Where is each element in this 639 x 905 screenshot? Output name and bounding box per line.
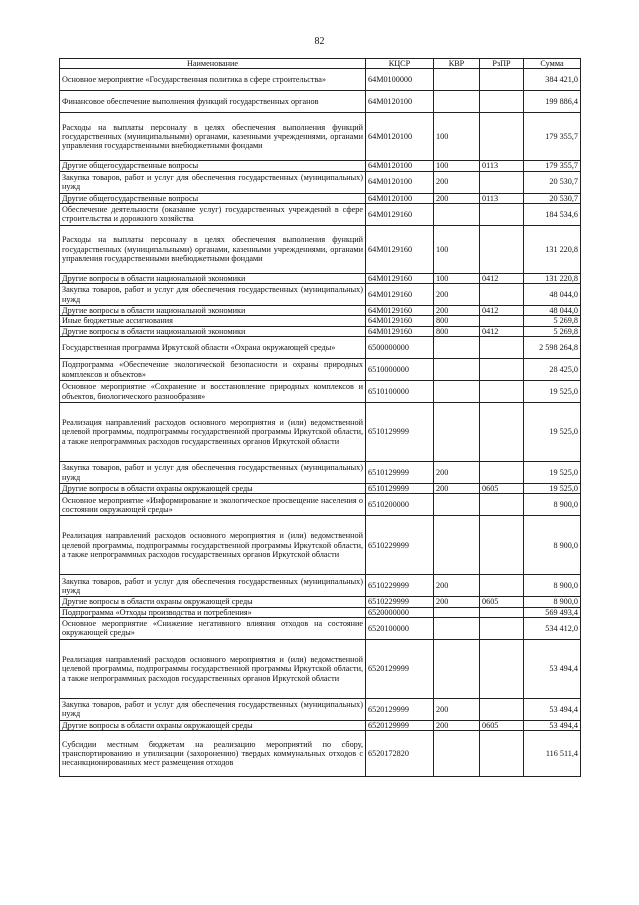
cell-kcsr: 6510229999 (366, 597, 434, 607)
cell-rzpr (480, 203, 524, 225)
cell-name: Государственная программа Иркутской области «Охрана окружающей среды» (60, 337, 366, 359)
cell-sum: 5 269,8 (524, 326, 581, 336)
cell-kcsr: 6510129999 (366, 484, 434, 494)
cell-rzpr (480, 494, 524, 516)
table-row (60, 284, 581, 306)
cell-kcsr: 64М0120100 (366, 193, 434, 203)
budget-table (59, 58, 581, 777)
header-sum: Сумма (524, 59, 581, 69)
cell-kcsr: 64М0129160 (366, 225, 434, 273)
cell-rzpr (480, 337, 524, 359)
header-kvr: КВР (434, 59, 480, 69)
cell-rzpr (480, 462, 524, 484)
cell-kvr: 200 (434, 171, 480, 193)
cell-sum: 384 421,0 (524, 69, 581, 91)
table-row (60, 462, 581, 484)
cell-kvr (434, 381, 480, 403)
table-row (60, 607, 581, 617)
cell-kcsr: 6520100000 (366, 617, 434, 639)
cell-name: Другие общегосударственные вопросы (60, 193, 366, 203)
header-kcsr: КЦСР (366, 59, 434, 69)
cell-sum: 8 900,0 (524, 516, 581, 575)
cell-kcsr: 6510129999 (366, 462, 434, 484)
cell-kcsr: 6510129999 (366, 403, 434, 462)
table-row (60, 597, 581, 607)
table-row (60, 720, 581, 730)
table-row (60, 306, 581, 316)
cell-sum: 199 886,4 (524, 91, 581, 113)
table-row (60, 326, 581, 336)
cell-rzpr (480, 69, 524, 91)
table-row (60, 316, 581, 326)
cell-kvr: 200 (434, 284, 480, 306)
cell-kvr (434, 516, 480, 575)
cell-kcsr: 6520129999 (366, 720, 434, 730)
cell-rzpr (480, 731, 524, 777)
cell-kvr (434, 91, 480, 113)
cell-sum: 19 525,0 (524, 381, 581, 403)
cell-kcsr: 6520129999 (366, 639, 434, 698)
cell-rzpr (480, 316, 524, 326)
cell-kvr: 200 (434, 698, 480, 720)
cell-kvr (434, 494, 480, 516)
cell-rzpr (480, 575, 524, 597)
cell-kvr: 100 (434, 225, 480, 273)
cell-name: Обеспечение деятельности (оказание услуг) государственных учреждений в сфере строительства и дорожного хозяйства (60, 203, 366, 225)
cell-sum: 20 530,7 (524, 171, 581, 193)
table-row (60, 69, 581, 91)
cell-name: Закупка товаров, работ и услуг для обеспечения государственных (муниципальных) нужд (60, 698, 366, 720)
cell-name: Реализация направлений расходов основного мероприятия и (или) ведомственной целевой программы, подпрограммы государственной программы Иркутской области, а также непрограммных расходов государственных органов Иркутской области (60, 639, 366, 698)
table-body (60, 69, 581, 777)
cell-sum: 53 494,4 (524, 720, 581, 730)
cell-kcsr: 64М0120100 (366, 161, 434, 171)
cell-sum: 20 530,7 (524, 193, 581, 203)
cell-sum: 131 220,8 (524, 225, 581, 273)
cell-name: Расходы на выплаты персоналу в целях обеспечения выполнения функций государственных (муниципальными) органами, казенными учреждениями, органами управления государственными внебюджетными фондами (60, 225, 366, 273)
cell-name: Реализация направлений расходов основного мероприятия и (или) ведомственной целевой программы, подпрограммы государственной программы Иркутской области, а также непрограммных расходов государственных органов Иркутской области (60, 516, 366, 575)
cell-sum: 19 525,0 (524, 462, 581, 484)
cell-name: Закупка товаров, работ и услуг для обеспечения государственных (муниципальных) нужд (60, 575, 366, 597)
cell-kcsr: 64М0129160 (366, 306, 434, 316)
cell-kcsr: 64М0120100 (366, 171, 434, 193)
cell-name: Основное мероприятие «Снижение негативного влияния отходов на состояние окружающей среды» (60, 617, 366, 639)
cell-rzpr: 0113 (480, 161, 524, 171)
cell-name: Расходы на выплаты персоналу в целях обеспечения выполнения функций государственных (муниципальными) органами, казенными учреждениями, органами управления государственными внебюджетными фондами (60, 113, 366, 161)
cell-name: Подпрограмма «Обеспечение экологической безопасности и охраны природных комплексов и объектов» (60, 359, 366, 381)
cell-kvr (434, 337, 480, 359)
cell-rzpr (480, 284, 524, 306)
cell-name: Закупка товаров, работ и услуг для обеспечения государственных (муниципальных) нужд (60, 284, 366, 306)
cell-kvr: 100 (434, 161, 480, 171)
table-row (60, 575, 581, 597)
cell-rzpr (480, 639, 524, 698)
cell-sum: 8 900,0 (524, 597, 581, 607)
cell-rzpr: 0412 (480, 326, 524, 336)
cell-kcsr: 64М0100000 (366, 69, 434, 91)
cell-kvr: 200 (434, 462, 480, 484)
cell-rzpr (480, 516, 524, 575)
cell-kvr: 100 (434, 113, 480, 161)
table-row (60, 516, 581, 575)
cell-kcsr: 6510000000 (366, 359, 434, 381)
cell-sum: 184 534,6 (524, 203, 581, 225)
table-row (60, 161, 581, 171)
cell-name: Другие вопросы в области охраны окружающей среды (60, 720, 366, 730)
cell-kvr (434, 607, 480, 617)
cell-kcsr: 64М0129160 (366, 326, 434, 336)
cell-sum: 116 511,4 (524, 731, 581, 777)
cell-kvr (434, 69, 480, 91)
cell-kvr (434, 639, 480, 698)
cell-kvr (434, 731, 480, 777)
cell-name: Финансовое обеспечение выполнения функций государственных органов (60, 91, 366, 113)
table-row (60, 403, 581, 462)
header-rzpr: РзПР (480, 59, 524, 69)
cell-kcsr: 6520129999 (366, 698, 434, 720)
table-row (60, 617, 581, 639)
header-name: Наименование (60, 59, 366, 69)
cell-kvr: 200 (434, 484, 480, 494)
cell-name: Основное мероприятие «Сохранение и восстановление природных комплексов и объектов, биологического разнообразия» (60, 381, 366, 403)
cell-sum: 131 220,8 (524, 273, 581, 283)
cell-rzpr (480, 359, 524, 381)
cell-name: Другие вопросы в области национальной экономики (60, 306, 366, 316)
table-row (60, 698, 581, 720)
cell-kcsr: 64М0129160 (366, 316, 434, 326)
table-row (60, 91, 581, 113)
cell-sum: 28 425,0 (524, 359, 581, 381)
cell-kvr: 200 (434, 720, 480, 730)
table-row (60, 381, 581, 403)
cell-rzpr: 0605 (480, 720, 524, 730)
cell-kcsr: 64М0120100 (366, 113, 434, 161)
cell-rzpr: 0412 (480, 306, 524, 316)
cell-rzpr (480, 607, 524, 617)
cell-kcsr: 64М0129160 (366, 273, 434, 283)
cell-rzpr (480, 113, 524, 161)
cell-kcsr: 64М0129160 (366, 203, 434, 225)
table-row (60, 494, 581, 516)
cell-sum: 5 269,8 (524, 316, 581, 326)
cell-kvr (434, 403, 480, 462)
cell-name: Иные бюджетные ассигнования (60, 316, 366, 326)
cell-name: Другие вопросы в области охраны окружающей среды (60, 597, 366, 607)
table-row (60, 225, 581, 273)
cell-sum: 569 493,4 (524, 607, 581, 617)
cell-kcsr: 6510200000 (366, 494, 434, 516)
cell-name: Закупка товаров, работ и услуг для обеспечения государственных (муниципальных) нужд (60, 462, 366, 484)
table-row (60, 639, 581, 698)
cell-kvr: 200 (434, 306, 480, 316)
cell-rzpr: 0412 (480, 273, 524, 283)
cell-kcsr: 6510229999 (366, 516, 434, 575)
cell-name: Подпрограмма «Отходы производства и потребления» (60, 607, 366, 617)
cell-name: Основное мероприятие «Государственная политика в сфере строительства» (60, 69, 366, 91)
cell-rzpr (480, 225, 524, 273)
cell-rzpr (480, 698, 524, 720)
cell-sum: 19 525,0 (524, 403, 581, 462)
cell-sum: 53 494,4 (524, 698, 581, 720)
cell-sum: 179 355,7 (524, 113, 581, 161)
cell-kcsr: 6520000000 (366, 607, 434, 617)
cell-sum: 53 494,4 (524, 639, 581, 698)
cell-kvr: 800 (434, 326, 480, 336)
cell-name: Основное мероприятие «Информирование и экологическое просвещение населения о состоянии окружающей среды» (60, 494, 366, 516)
cell-rzpr (480, 171, 524, 193)
table-row (60, 203, 581, 225)
cell-kvr (434, 617, 480, 639)
cell-sum: 48 044,0 (524, 284, 581, 306)
table-row (60, 113, 581, 161)
cell-sum: 179 355,7 (524, 161, 581, 171)
table-header-row (60, 59, 581, 69)
table-row (60, 484, 581, 494)
cell-name: Субсидии местным бюджетам на реализацию мероприятий по сбору, транспортированию и утилизации (захоронению) твердых коммунальных отходов с несанкционированных мест размещения отходов (60, 731, 366, 777)
cell-sum: 8 900,0 (524, 494, 581, 516)
cell-name: Другие общегосударственные вопросы (60, 161, 366, 171)
cell-kcsr: 6500000000 (366, 337, 434, 359)
table-row (60, 337, 581, 359)
cell-kvr: 200 (434, 597, 480, 607)
cell-sum: 48 044,0 (524, 306, 581, 316)
cell-name: Другие вопросы в области охраны окружающей среды (60, 484, 366, 494)
cell-rzpr (480, 381, 524, 403)
table-row (60, 193, 581, 203)
cell-sum: 8 900,0 (524, 575, 581, 597)
cell-kcsr: 64М0129160 (366, 284, 434, 306)
cell-sum: 19 525,0 (524, 484, 581, 494)
cell-kcsr: 6510100000 (366, 381, 434, 403)
cell-rzpr (480, 617, 524, 639)
cell-kcsr: 64М0120100 (366, 91, 434, 113)
cell-kcsr: 6520172820 (366, 731, 434, 777)
cell-name: Реализация направлений расходов основного мероприятия и (или) ведомственной целевой программы, подпрограммы государственной программы Иркутской области, а также непрограммных расходов государственных органов Иркутской области (60, 403, 366, 462)
cell-rzpr: 0605 (480, 597, 524, 607)
table-row (60, 731, 581, 777)
cell-kvr (434, 203, 480, 225)
cell-rzpr: 0113 (480, 193, 524, 203)
table-row (60, 171, 581, 193)
table-row (60, 359, 581, 381)
table-row (60, 273, 581, 283)
cell-sum: 534 412,0 (524, 617, 581, 639)
cell-rzpr (480, 91, 524, 113)
cell-name: Закупка товаров, работ и услуг для обеспечения государственных (муниципальных) нужд (60, 171, 366, 193)
cell-kvr: 200 (434, 193, 480, 203)
cell-name: Другие вопросы в области национальной экономики (60, 273, 366, 283)
cell-kvr: 100 (434, 273, 480, 283)
cell-kvr: 800 (434, 316, 480, 326)
cell-sum: 2 598 264,8 (524, 337, 581, 359)
cell-rzpr (480, 403, 524, 462)
cell-rzpr: 0605 (480, 484, 524, 494)
page-number: 82 (314, 36, 325, 47)
cell-kcsr: 6510229999 (366, 575, 434, 597)
cell-kvr: 200 (434, 575, 480, 597)
cell-name: Другие вопросы в области национальной экономики (60, 326, 366, 336)
cell-kvr (434, 359, 480, 381)
